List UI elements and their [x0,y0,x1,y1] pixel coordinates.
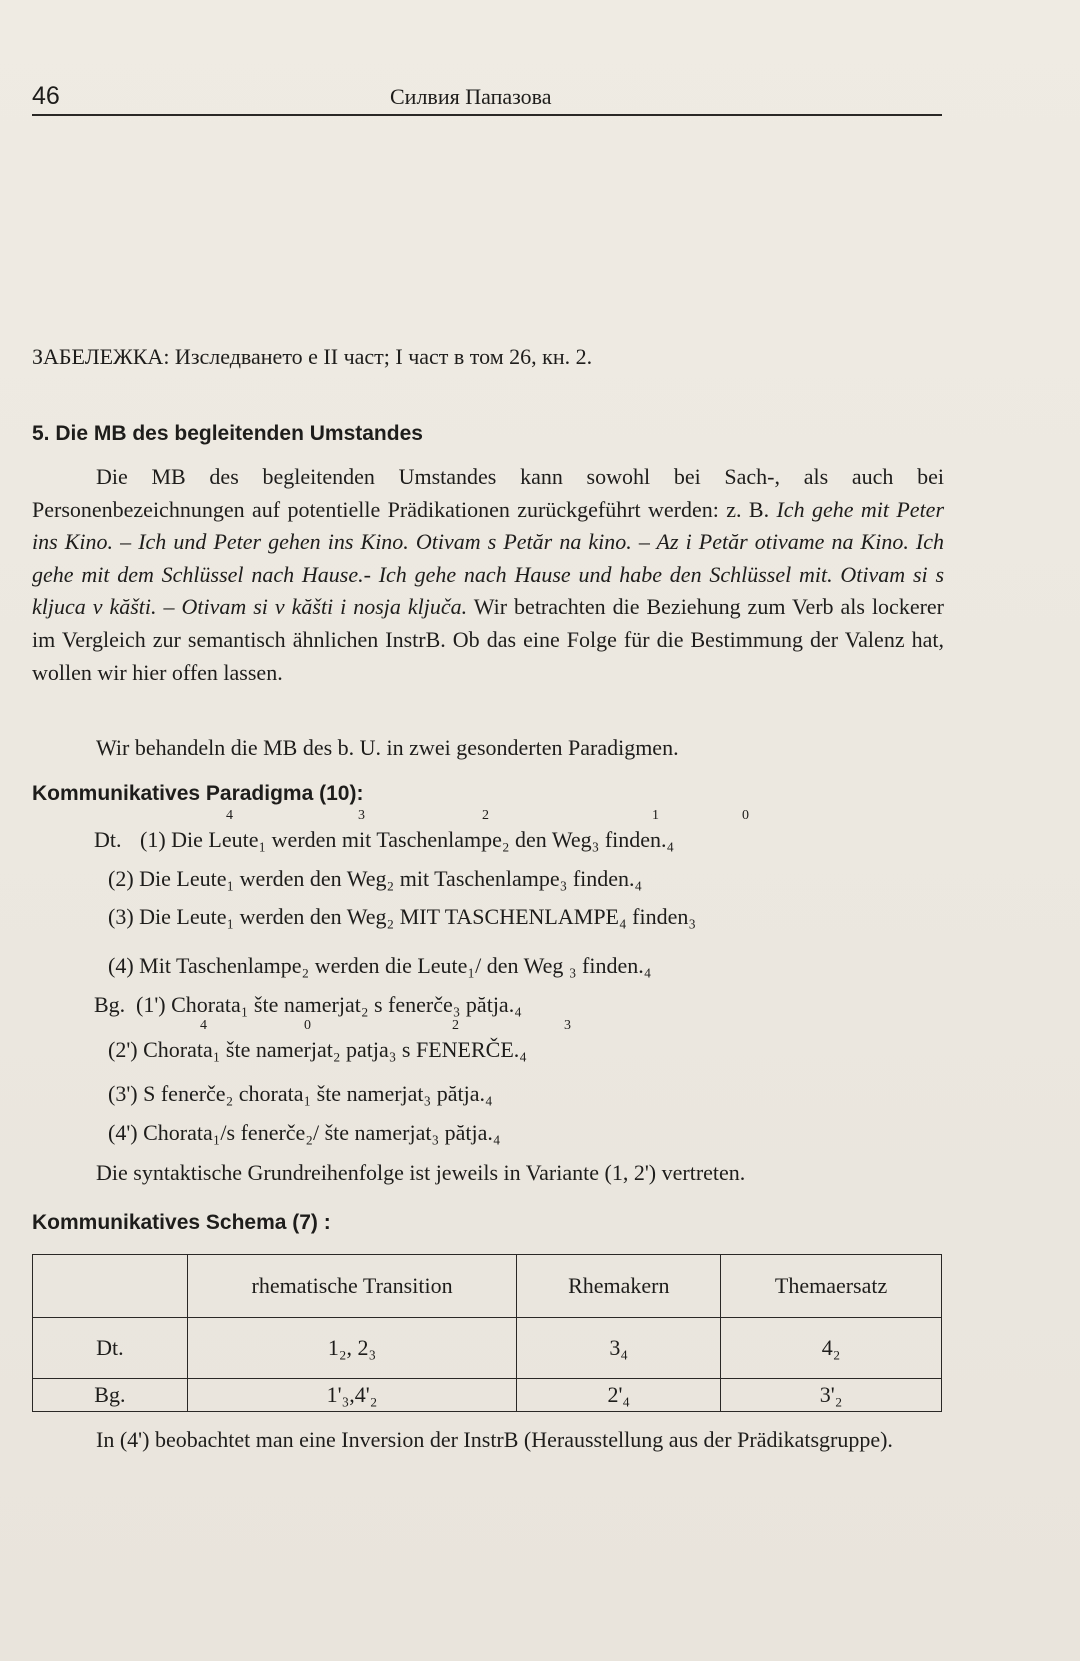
paradigm-summary: Die syntaktische Grundreihenfolge ist jeweils in Variante (1, 2') vertreten. [96,1160,746,1185]
dt-example-4: (4) Mit Taschenlampe₂ werden die Leute₁/ den Weg ₃ finden.₄ [108,953,652,978]
bg-num-0: 0 [304,1018,311,1033]
dt-example-1: (1) Die Leute₁ werden mit Taschenlampe₂ den Weg₃ finden.₄ [140,827,675,852]
num-2: 2 [482,808,489,823]
dt-label: Dt. [94,827,122,852]
bg-num-2: 2 [452,1018,459,1033]
editor-note: ЗАБЕЛЕЖКА: Изследването е II част; I част в том 26, кн. 2. [32,344,593,369]
num-1: 1 [652,808,659,823]
schema-bg-rhemakern: 2'₄ [517,1379,721,1412]
schema-title: Kommunikatives Schema (7) : [32,1211,331,1234]
schema-dt-rhemakern: 3₄ [517,1318,721,1379]
schema-bg-themaersatz: 3'₂ [721,1379,942,1412]
schema-header-transition: rhematische Transition [187,1255,517,1318]
schema-header-empty [33,1255,188,1318]
table-row [33,1318,942,1379]
section-title: 5. Die MB des begleitenden Umstandes [32,422,423,445]
bg-num-4: 4 [200,1018,207,1033]
schema-bg-label: Bg. [33,1379,188,1412]
section-paragraph [32,461,944,689]
bg-example-1: (1') Chorata₁ šte namerjat₂ s fenerče₃ pătja.₄ [136,992,522,1017]
schema-dt-themaersatz: 4₂ [721,1318,942,1379]
bg-example-2: (2') Chorata₁ šte namerjat₂ patja₃ s FENERČE.₄ [108,1037,527,1062]
paragraph-text: Die MB des begleitenden Umstandes kann sowohl bei Sach-, als auch bei Personenbezeichnungen auf potentielle Prädikationen zurückgeführt werden: z. B. [32,464,944,522]
schema-dt-label: Dt. [33,1318,188,1379]
bg-example-3: (3') S fenerče₂ chorata₁ šte namerjat₃ pătja.₄ [108,1081,493,1106]
examples-italic: Ich gehe mit Peter ins Kino. – Ich und Peter gehen ins Kino. Otivam s Petăr na kino. – Az i Petăr otivame na Kino. Ich gehe mit dem Schlüssel nach Hause.- Ich gehe nach Hause und habe den Schlüssel mit. Otivam si s kljuca v kăšti. – Otivam si v kăšti i nosja ključa. [32,496,945,620]
page-header [32,82,942,116]
bg-example-4: (4') Chorata₁/s fenerče₂/ šte namerjat₃ pătja.₄ [108,1120,501,1145]
schema-header-themaersatz: Themaersatz [721,1255,942,1318]
dt-example-2: (2) Die Leute₁ werden den Weg₂ mit Taschenlampe₃ finden.₄ [108,866,643,891]
paradigm-title: Kommunikatives Paradigma (10): [32,782,364,805]
paragraph-2: Wir behandeln die MB des b. U. in zwei gesonderten Paradigmen. [96,735,679,760]
schema-bg-transition: 1'₃,4'₂ [187,1379,517,1412]
final-paragraph: In (4') beobachtet man eine Inversion der InstrB (Herausstellung aus der Prädikatsgruppe). [96,1427,893,1452]
paragraph-end: Wir betrachten die Beziehung zum Verb als lockerer im Vergleich zur semantisch ähnlichen InstrB. Ob das eine Folge für die Bestimmung der Valenz hat, wollen wir hier offen lassen. [32,594,945,685]
bg-num-3: 3 [564,1018,571,1033]
bg-label: Bg. [94,992,126,1017]
schema-table [32,1254,942,1412]
running-head: Силвия Папазова [390,84,552,109]
dt-example-3: (3) Die Leute₁ werden den Weg₂ MIT TASCHENLAMPE₄ finden₃ [108,904,697,929]
num-4: 4 [226,808,233,823]
num-0: 0 [742,808,749,823]
schema-header-row [33,1255,942,1318]
schema-dt-transition: 1₂, 2₃ [187,1318,517,1379]
schema-header-rhemakern: Rhemakern [517,1255,721,1318]
table-row [33,1379,942,1412]
page-number: 46 [32,82,60,110]
num-3: 3 [358,808,365,823]
